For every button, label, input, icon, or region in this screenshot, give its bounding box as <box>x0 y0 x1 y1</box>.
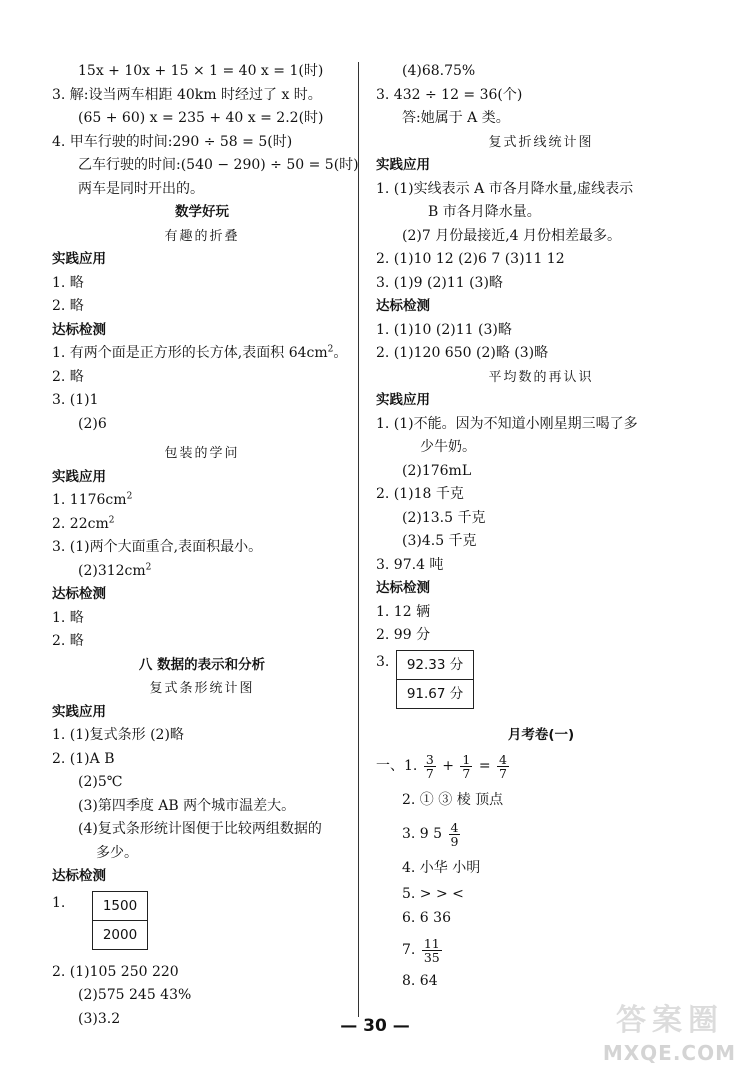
text-line <box>52 342 352 366</box>
fraction <box>460 753 472 780</box>
text-line: (65 + 60) x = 235 + 40 x = 2.2(时) <box>78 110 324 126</box>
fraction <box>424 753 436 780</box>
text-span: 。 <box>333 345 348 361</box>
text-line: B 市各月降水量。 <box>428 204 541 220</box>
box-cell: 2000 <box>102 926 138 943</box>
superscript: 2 <box>327 344 334 355</box>
text-line <box>52 560 352 584</box>
text-line: 3. 解:设当两车相距 40km 时经过了 x 时。 <box>52 86 322 103</box>
text-line: 答:她属于 A 类。 <box>402 110 510 126</box>
text-line: 2. (1)105 250 220 <box>52 963 179 980</box>
answer-box-row <box>376 650 706 714</box>
subsection-heading: 有趣的折叠 <box>164 228 240 244</box>
fraction <box>497 753 509 780</box>
text-line: 1. (1)不能。因为不知道小刚星期三喝了多 <box>376 415 638 432</box>
text-line: 两车是同时开出的。 <box>78 180 204 197</box>
denominator: 9 <box>450 833 459 849</box>
text-line: 多少。 <box>96 844 138 861</box>
numerator: 4 <box>450 819 459 835</box>
text-line: 4. 小华 小明 <box>402 860 481 876</box>
practice-heading: 实践应用 <box>376 157 430 173</box>
text-line: 2. ① ③ 棱 顶点 <box>402 792 504 808</box>
item-number: 1. <box>52 894 66 911</box>
subsection-heading: 复式折线统计图 <box>488 134 594 150</box>
equals-sign: = <box>478 758 491 774</box>
text-line: 6. 6 36 <box>402 909 451 926</box>
text-line: 2. (1)18 千克 <box>376 486 464 502</box>
text-line: (3)第四季度 AB 两个城市温差大。 <box>78 797 296 814</box>
text-line: 2. (1)10 12 (2)6 7 (3)11 12 <box>376 251 565 267</box>
text-line: (4)复式条形统计图便于比较两组数据的 <box>78 821 322 837</box>
denominator: 7 <box>462 765 471 781</box>
text-span: 1. 有两个面是正方形的长方体,表面积 64cm <box>52 345 328 361</box>
fraction-line <box>376 815 706 853</box>
answer-box <box>92 891 148 950</box>
text-line: (3)4.5 千克 <box>402 533 477 549</box>
section-heading: 月考卷(一) <box>507 726 575 743</box>
text-line: (2)5℃ <box>78 774 123 790</box>
fraction <box>449 821 461 848</box>
text-line: 1. (1)复式条形 (2)略 <box>52 727 184 743</box>
check-heading: 达标检测 <box>52 321 106 338</box>
page-number: — 30 — <box>340 1016 410 1036</box>
text-span: 1. 1176cm <box>52 492 127 508</box>
column-divider <box>358 62 359 1017</box>
text-span: 3. 9 5 <box>402 826 443 842</box>
text-line: (2)7 月份最接近,4 月份相差最多。 <box>402 227 621 244</box>
practice-heading: 实践应用 <box>52 703 106 720</box>
text-line: 1. (1)实线表示 A 市各月降水量,虚线表示 <box>376 180 634 197</box>
box-cell: 91.67 分 <box>406 685 464 702</box>
numerator: 3 <box>425 751 434 767</box>
text-line: 1. 略 <box>52 274 84 291</box>
subsection-heading: 平均数的再认识 <box>488 369 594 385</box>
text-line: 3. (1)两个大面重合,表面积最小。 <box>52 539 263 555</box>
text-span: (2)312cm <box>78 562 146 579</box>
text-line: 2. 99 分 <box>376 627 431 643</box>
text-line <box>52 513 352 537</box>
box-cell: 1500 <box>93 892 147 921</box>
text-span: 2. 22cm <box>52 515 109 532</box>
practice-heading: 实践应用 <box>52 251 106 267</box>
numerator: 1 <box>462 751 471 767</box>
text-line: 4. 甲车行驶的时间:290 ÷ 58 = 5(时) <box>52 133 293 150</box>
numerator: 11 <box>423 935 440 951</box>
text-line: (2)6 <box>78 415 107 432</box>
left-column <box>52 60 359 1031</box>
box-cell: 92.33 分 <box>397 651 473 680</box>
text-line: 2. 略 <box>52 368 84 385</box>
watermark-logo-text: 答案圈 <box>616 1003 724 1038</box>
subsection-heading: 复式条形统计图 <box>149 681 255 696</box>
denominator: 7 <box>499 765 507 781</box>
text-line: 少牛奶。 <box>420 439 476 455</box>
right-column <box>376 60 706 994</box>
check-heading: 达标检测 <box>52 868 106 884</box>
item-number: 7. <box>402 942 416 958</box>
denominator: 35 <box>423 949 440 965</box>
text-line: 1. 略 <box>52 609 84 626</box>
fraction-line <box>376 930 706 970</box>
superscript: 2 <box>126 491 133 502</box>
section-heading: 数学好玩 <box>175 204 229 220</box>
practice-heading: 实践应用 <box>376 392 430 408</box>
chapter-heading: 八 数据的表示和分析 <box>138 656 266 673</box>
text-line: (2)575 245 43% <box>78 987 192 1003</box>
text-line: 1. (1)10 (2)11 (3)略 <box>376 321 512 338</box>
text-line: 1. 12 辆 <box>376 603 431 620</box>
text-line: (2)176mL <box>402 462 472 479</box>
text-line: 2. 略 <box>52 298 84 314</box>
superscript: 2 <box>145 561 152 572</box>
text-line: (3)3.2 <box>78 1010 121 1027</box>
fraction <box>422 937 442 964</box>
watermark-url: MXQE.COM <box>602 1041 736 1065</box>
practice-heading: 实践应用 <box>52 468 106 485</box>
text-line: 15x + 10x + 15 × 1 = 40 x = 1(时) <box>78 63 324 79</box>
superscript: 2 <box>108 514 115 525</box>
text-line <box>52 489 352 513</box>
denominator: 7 <box>425 765 434 781</box>
answer-box <box>396 650 474 709</box>
text-line: 2. (1)120 650 (2)略 (3)略 <box>376 345 549 361</box>
text-line: 5. > > < <box>402 886 464 902</box>
text-line: 乙车行驶的时间:(540 − 290) ÷ 50 = 5(时) <box>78 157 359 173</box>
numerator: 4 <box>499 751 507 767</box>
text-line: 3. 97.4 吨 <box>376 556 444 573</box>
text-line: 2. (1)A B <box>52 750 115 767</box>
text-line: 3. (1)1 <box>52 392 99 408</box>
item-number: 3. <box>376 653 390 670</box>
check-heading: 达标检测 <box>376 298 430 314</box>
fraction-line <box>376 747 706 785</box>
text-line: (4)68.75% <box>402 63 476 79</box>
text-line: 2. 略 <box>52 633 84 649</box>
answer-box-row <box>52 891 352 955</box>
subsection-heading: 包装的学问 <box>164 446 240 461</box>
check-heading: 达标检测 <box>376 580 430 596</box>
plus-sign: + <box>442 758 454 774</box>
text-line: (2)13.5 千克 <box>402 509 486 526</box>
item-number: 一、1. <box>376 758 418 774</box>
text-line: 8. 64 <box>402 973 438 989</box>
text-line: 3. (1)9 (2)11 (3)略 <box>376 274 503 291</box>
text-line: 3. 432 ÷ 12 = 36(个) <box>376 86 523 103</box>
check-heading: 达标检测 <box>52 586 106 602</box>
